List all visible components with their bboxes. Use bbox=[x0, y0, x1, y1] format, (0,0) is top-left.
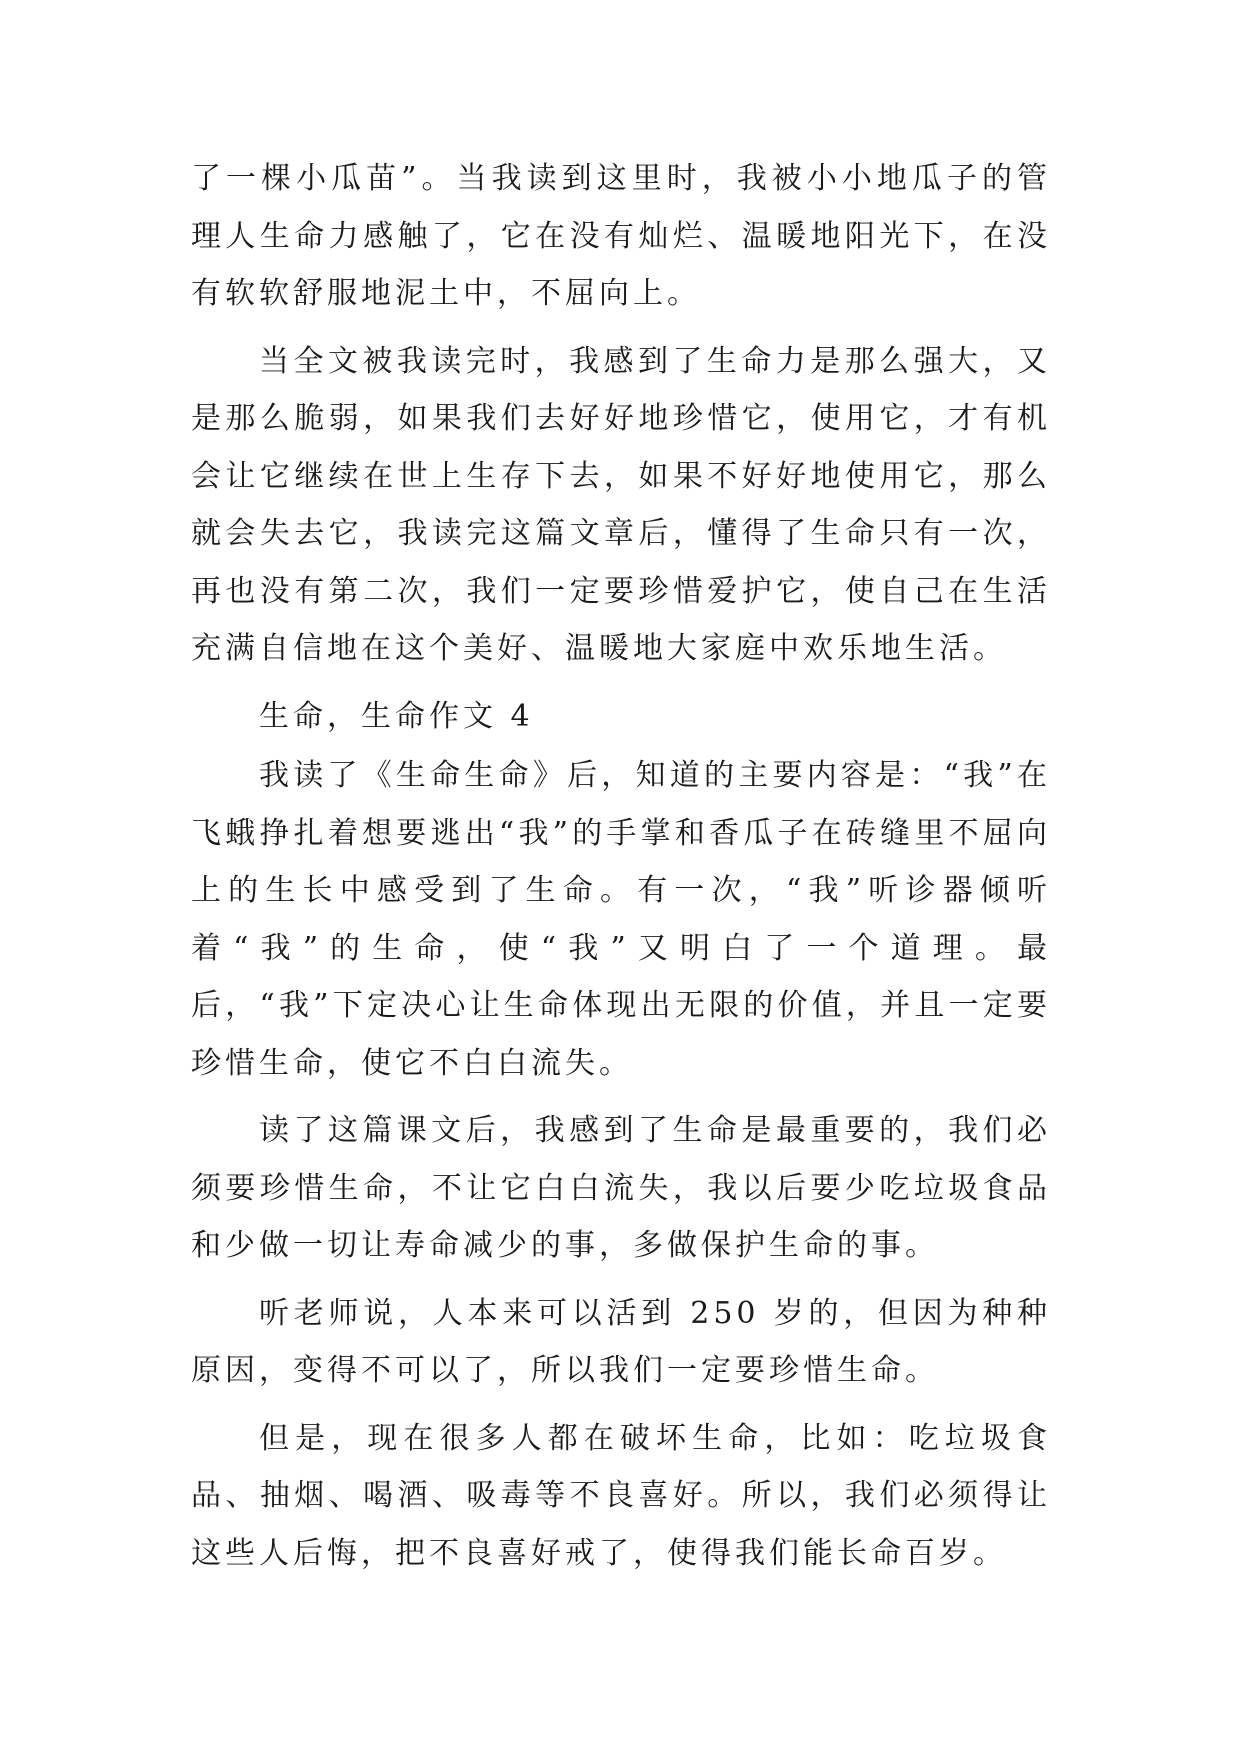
paragraph-summary: 我读了《生命生命》后，知道的主要内容是：“我”在飞蛾挣扎着想要逃出“我”的手掌和香瓜子在砖缝里不屈向上的生长中感受到了生命。有一次，“我”听诊器倾听着“我”的生命，使“我”又明白了一个道理。最后，“我”下定决心让生命体现出无限的价值，并且一定要珍惜生命，使它不白白流失。 bbox=[191, 758, 1051, 1081]
paragraph-continuation: 了一棵小瓜苗”。当我读到这里时，我被小小地瓜子的管理人生命力感触了，它在没有灿烂、温暖地阳光下，在没有软软舒服地泥土中，不屈向上。 bbox=[191, 161, 1051, 311]
document-body bbox=[191, 150, 1051, 1592]
section-heading: 生命，生命作文 4 bbox=[259, 698, 534, 734]
paragraph-reflection: 当全文被我读完时，我感到了生命力是那么强大，又是那么脆弱，如果我们去好好地珍惜它，使用它，才有机会让它继续在世上生存下去，如果不好好地使用它，那么就会失去它，我读完这篇文章后，懂得了生命只有一次，再也没有第二次，我们一定要珍惜爱护它，使自己在生活充满自信地在这个美好、温暖地大家庭中欢乐地生活。 bbox=[191, 343, 1051, 666]
paragraph-feeling: 读了这篇课文后，我感到了生命是最重要的，我们必须要珍惜生命，不让它白白流失，我以后要少吃垃圾食品和少做一切让寿命减少的事，多做保护生命的事。 bbox=[191, 1113, 1051, 1263]
paragraph-conclusion: 但是，现在很多人都在破坏生命，比如：吃垃圾食品、抽烟、喝酒、吸毒等不良喜好。所以，我们必须得让这些人后悔，把不良喜好戒了，使得我们能长命百岁。 bbox=[191, 1420, 1051, 1571]
paragraph-teacher-said: 听老师说，人本来可以活到 250 岁的，但因为种种原因，变得不可以了，所以我们一定要珍惜生命。 bbox=[191, 1295, 1051, 1388]
